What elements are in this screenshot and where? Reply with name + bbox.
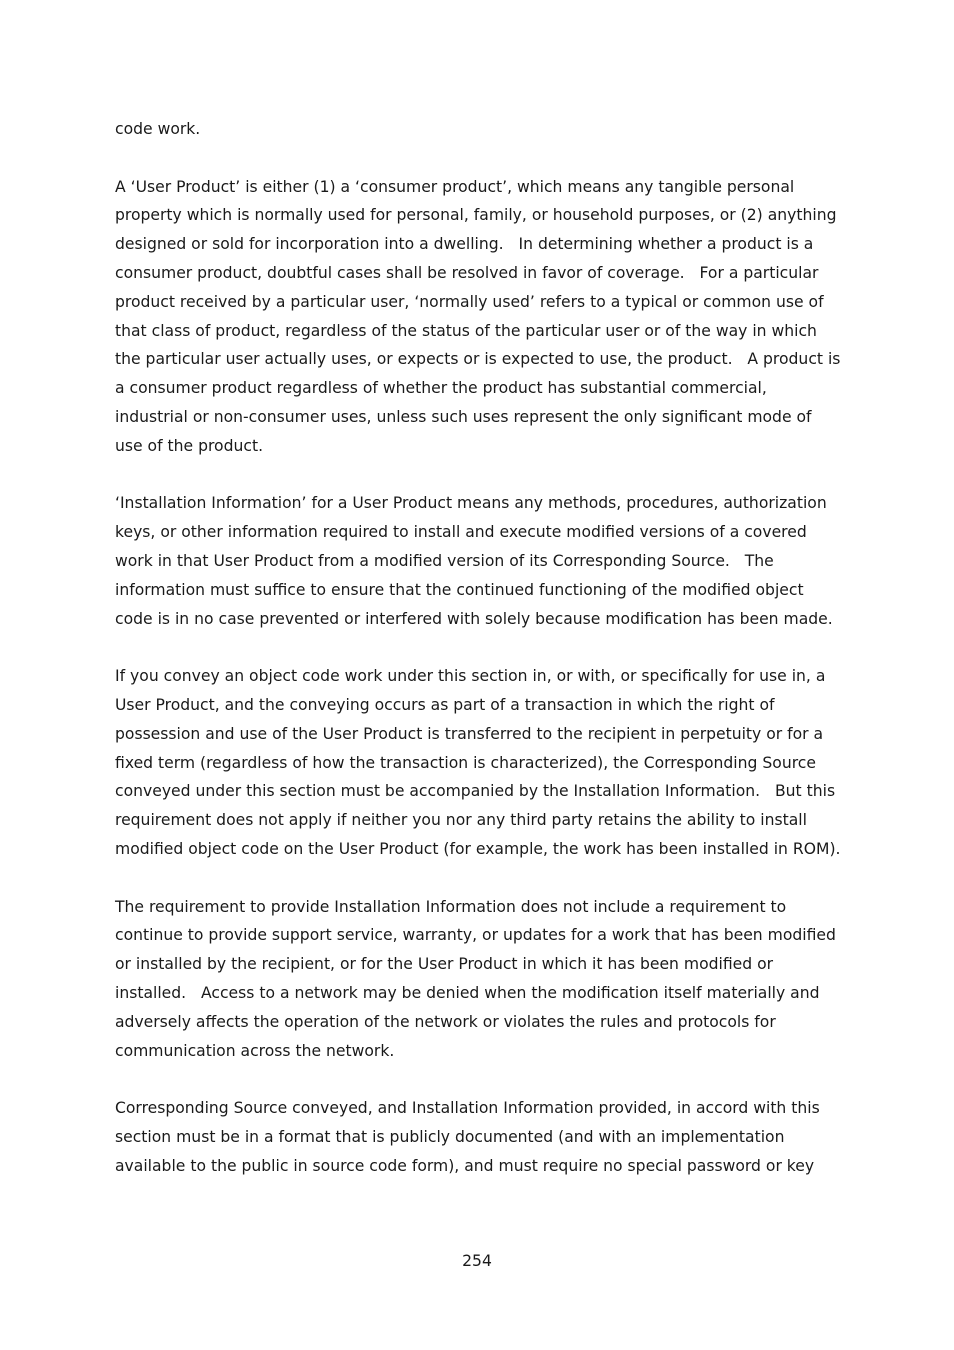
paragraph-format-requirement: Corresponding Source conveyed, and Installation Information provided, in accord with this section must be in a format that is publicly documented (and with an implementation available to the public in source code form), and must require no special password or key <box>115 1099 825 1175</box>
page-number: 254 <box>462 1252 492 1270</box>
paragraph-continuation: code work. <box>115 120 201 138</box>
paragraph-user-product-definition: A ‘User Product’ is either (1) a ‘consumer product’, which means any tangible personal property which is normally used for personal, family, or household purposes, or (2) anything designed or sold for incorporation into a dwelling. In determining whether a product is a consumer product, doubtful cases shall be resolved in favor of coverage. For a particular product received by a particular user, ‘normally used’ refers to a typical or common use of that class of product, regardless of the status of the particular user or of the way in which the particular user actually uses, or expects or is expected to use, the product. A product is a consumer product regardless of whether the product has substantial commercial, industrial or non-consumer uses, unless such uses represent the only significant mode of use of the product. <box>115 177 846 455</box>
paragraph-conveying-object-code: If you convey an object code work under this section in, or with, or specifically for use in, a User Product, and the conveying occurs as part of a transaction in which the right of possession and use of the User Product is transferred to the recipient in perpetuity or for a fixed term (regardless of how the transaction is characterized), the Corresponding Source conveyed under this section must be accompanied by the Installation Information. But this requirement does not apply if neither you nor any third party retains the ability to install modified object code on the User Product (for example, the work has been installed in ROM). <box>115 667 841 858</box>
paragraph-installation-information-definition: ‘Installation Information’ for a User Product means any methods, procedures, authorization keys, or other information required to install and execute modified versions of a covered work in that User Product from a modified version of its Corresponding Source. The information must suffice to ensure that the continued functioning of the modified object code is in no case prevented or interfered with solely because modification has been made. <box>115 494 833 628</box>
paragraph-support-requirement: The requirement to provide Installation Information does not include a requirement to continue to provide support service, warranty, or updates for a work that has been modified or installed by the recipient, or for the User Product in which it has been modified or installed. Access to a network may be denied when the modification itself materially and adversely affects the operation of the network or violates the rules and protocols for communication across the network. <box>115 897 841 1060</box>
body-text <box>115 115 846 1209</box>
